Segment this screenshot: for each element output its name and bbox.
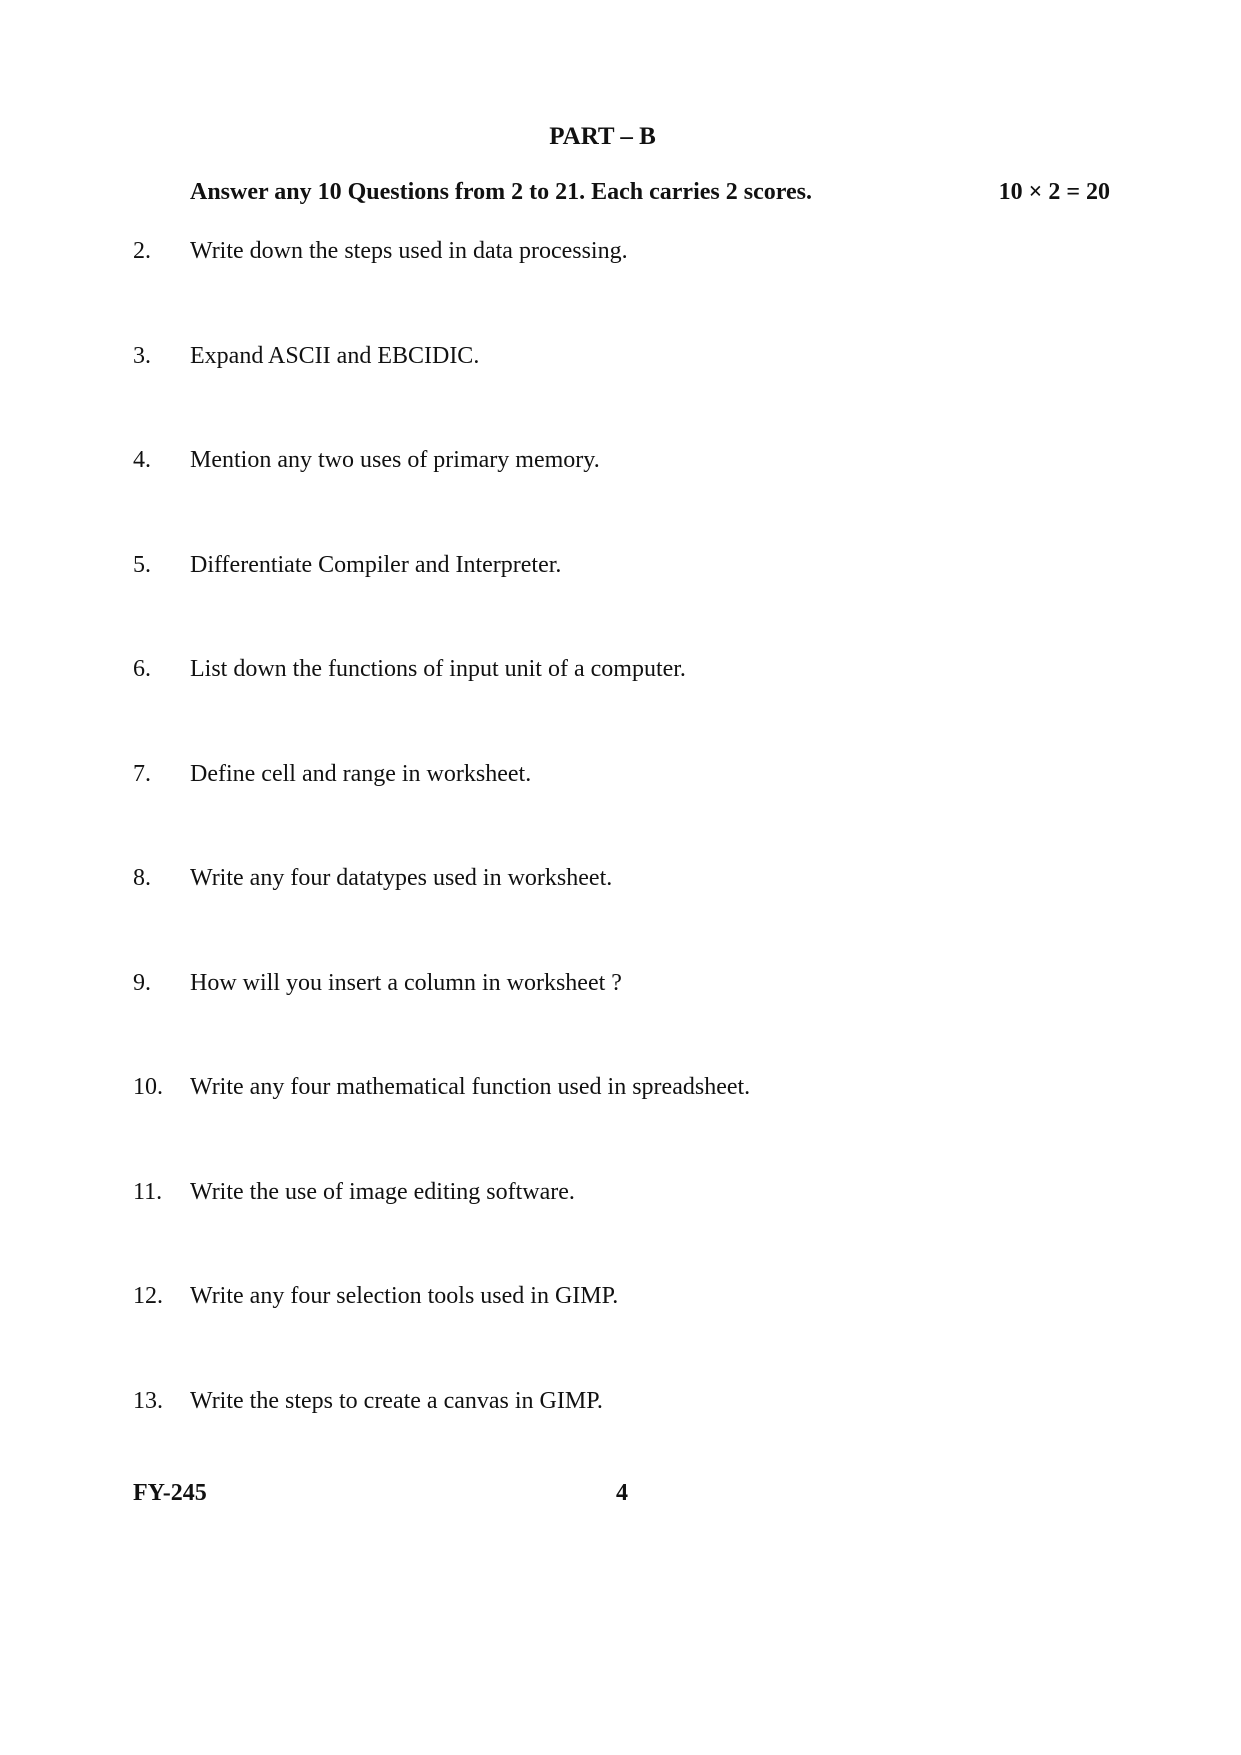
- instruction-text: Answer any 10 Questions from 2 to 21. Each carries 2 scores.: [190, 179, 812, 205]
- question-item: [133, 341, 1133, 446]
- question-text: Write any four selection tools used in GIMP.: [190, 1283, 619, 1309]
- question-number: 11.: [133, 1178, 163, 1205]
- question-number: 12.: [133, 1283, 163, 1309]
- question-text: Define cell and range in worksheet.: [190, 760, 532, 787]
- question-text: Write down the steps used in data processing.: [190, 238, 628, 264]
- question-text: Differentiate Compiler and Interpreter.: [190, 551, 562, 578]
- question-number: 2.: [133, 238, 151, 264]
- question-text: How will you insert a column in worksheet ?: [190, 969, 622, 996]
- question-item: [133, 863, 1133, 968]
- question-number: 13.: [133, 1387, 163, 1414]
- question-text: Write the steps to create a canvas in GIMP.: [190, 1387, 603, 1414]
- question-item: [133, 1072, 1133, 1177]
- question-item: [133, 550, 1133, 655]
- question-text: Expand ASCII and EBCIDIC.: [190, 342, 480, 369]
- question-number: 7.: [133, 760, 151, 787]
- question-number: 5.: [133, 551, 151, 578]
- question-item: [133, 1281, 1133, 1386]
- question-item: [133, 759, 1133, 864]
- paper-code: FY-245: [133, 1480, 207, 1506]
- part-title: PART – B: [549, 123, 656, 150]
- question-number: 10.: [133, 1074, 163, 1100]
- question-text: Write any four mathematical function used in spreadsheet.: [190, 1074, 751, 1100]
- marks-allocation: 10 × 2 = 20: [998, 179, 1110, 205]
- question-item: [133, 236, 1133, 341]
- question-text: List down the functions of input unit of a computer.: [190, 656, 686, 682]
- question-item: [133, 445, 1133, 550]
- instruction-line: [190, 177, 1110, 207]
- page-number: 4: [616, 1480, 628, 1506]
- question-item: [133, 1177, 1133, 1282]
- question-text: Write the use of image editing software.: [190, 1178, 575, 1205]
- question-item: [133, 968, 1133, 1073]
- question-item: [133, 1386, 1133, 1491]
- question-number: 4.: [133, 447, 151, 473]
- question-text: Write any four datatypes used in worksheet.: [190, 865, 613, 891]
- question-list: [133, 236, 1133, 1490]
- question-number: 3.: [133, 342, 151, 369]
- question-text: Mention any two uses of primary memory.: [190, 447, 600, 473]
- question-number: 6.: [133, 656, 151, 682]
- question-item: [133, 654, 1133, 759]
- page-footer: [133, 1478, 1033, 1508]
- question-number: 9.: [133, 969, 151, 996]
- question-number: 8.: [133, 865, 151, 891]
